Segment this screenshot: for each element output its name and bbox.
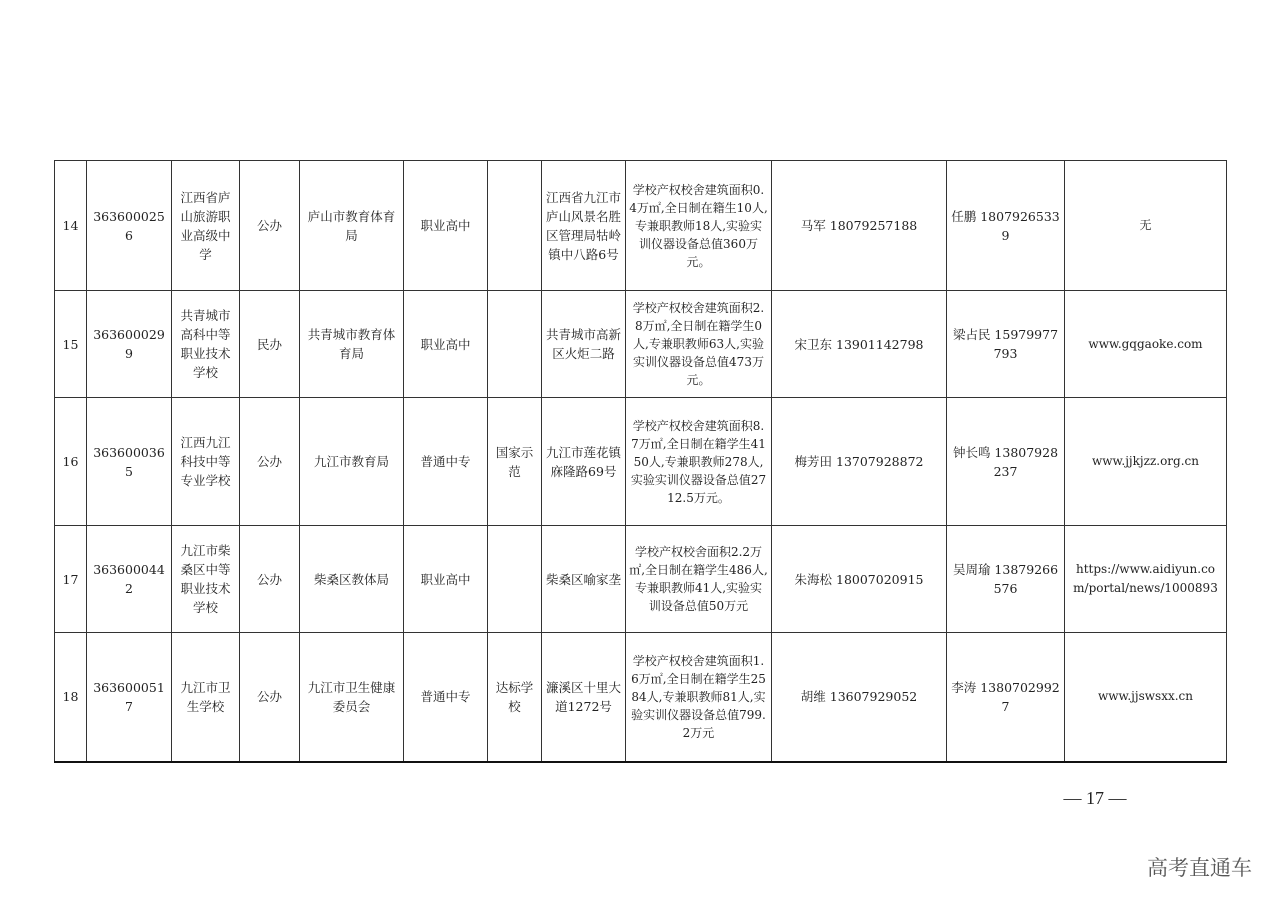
conditions-cell: 学校产权校舍建筑面积2.8万㎡,全日制在籍学生0人,专兼职教师63人,实验实训仪器设备总值473万元。	[626, 291, 772, 398]
school-name-cell: 九江市卫生学校	[172, 633, 240, 762]
contact-cell: 朱海松 18007020915	[772, 526, 947, 633]
school-code-cell: 3636000256	[87, 161, 172, 291]
authority-cell: 庐山市教育体育局	[300, 161, 404, 291]
school-code-cell: 3636000365	[87, 398, 172, 526]
row-number: 15	[55, 291, 87, 398]
authority-cell: 九江市教育局	[300, 398, 404, 526]
authority-cell: 共青城市教育体育局	[300, 291, 404, 398]
website-cell: www.gqgaoke.com	[1065, 291, 1227, 398]
school-type-cell: 公办	[240, 161, 300, 291]
honor-cell	[488, 161, 542, 291]
school-type-cell: 公办	[240, 398, 300, 526]
honor-cell: 国家示范	[488, 398, 542, 526]
page-number: — 17 —	[1063, 788, 1127, 808]
principal-cell: 李涛 13807029927	[947, 633, 1065, 762]
school-name-cell: 共青城市高科中等职业技术学校	[172, 291, 240, 398]
principal-cell: 任鹏 18079265339	[947, 161, 1065, 291]
conditions-cell: 学校产权校舍建筑面积8.7万㎡,全日制在籍学生4150人,专兼职教师278人,实验实训仪器设备总值2712.5万元。	[626, 398, 772, 526]
website-cell: https://www.aidiyun.com/portal/news/1000893	[1065, 526, 1227, 633]
authority-cell: 九江市卫生健康委员会	[300, 633, 404, 762]
principal-cell: 吴周瑜 13879266576	[947, 526, 1065, 633]
school-code-cell: 3636000517	[87, 633, 172, 762]
school-code-cell: 3636000299	[87, 291, 172, 398]
contact-cell: 梅芳田 13707928872	[772, 398, 947, 526]
school-type-cell: 公办	[240, 633, 300, 762]
school-level-cell: 职业高中	[404, 526, 488, 633]
principal-cell: 钟长鸣 13807928237	[947, 398, 1065, 526]
conditions-cell: 学校产权校舍建筑面积0.4万㎡,全日制在籍生10人,专兼职教师18人,实验实训仪器设备总值360万元。	[626, 161, 772, 291]
school-level-cell: 普通中专	[404, 398, 488, 526]
row-number: 18	[55, 633, 87, 762]
address-cell: 柴桑区喻家垄	[542, 526, 626, 633]
school-level-cell: 职业高中	[404, 291, 488, 398]
school-name-cell: 江西九江科技中等专业学校	[172, 398, 240, 526]
address-cell: 共青城市高新区火炬二路	[542, 291, 626, 398]
school-type-cell: 公办	[240, 526, 300, 633]
table-row	[55, 526, 1227, 633]
school-level-cell: 普通中专	[404, 633, 488, 762]
address-cell: 九江市莲花镇庥隆路69号	[542, 398, 626, 526]
table-row	[55, 161, 1227, 291]
authority-cell: 柴桑区教体局	[300, 526, 404, 633]
row-number: 14	[55, 161, 87, 291]
website-cell: 无	[1065, 161, 1227, 291]
website-cell: www.jjkjzz.org.cn	[1065, 398, 1227, 526]
table-row	[55, 633, 1227, 762]
school-name-cell: 九江市柴桑区中等职业技术学校	[172, 526, 240, 633]
school-level-cell: 职业高中	[404, 161, 488, 291]
row-number: 16	[55, 398, 87, 526]
row-number: 17	[55, 526, 87, 633]
honor-cell	[488, 291, 542, 398]
contact-cell: 胡维 13607929052	[772, 633, 947, 762]
table-row	[55, 291, 1227, 398]
conditions-cell: 学校产权校舍建筑面积1.6万㎡,全日制在籍学生2584人,专兼职教师81人,实验实训仪器设备总值799.2万元	[626, 633, 772, 762]
school-table	[54, 160, 1227, 763]
conditions-cell: 学校产权校舍面积2.2万㎡,全日制在籍学生486人,专兼职教师41人,实验实训设备总值50万元	[626, 526, 772, 633]
address-cell: 江西省九江市庐山风景名胜区管理局牯岭镇中八路6号	[542, 161, 626, 291]
school-type-cell: 民办	[240, 291, 300, 398]
honor-cell: 达标学校	[488, 633, 542, 762]
principal-cell: 梁占民 15979977793	[947, 291, 1065, 398]
contact-cell: 宋卫东 13901142798	[772, 291, 947, 398]
contact-cell: 马军 18079257188	[772, 161, 947, 291]
watermark: 高考直通车	[1147, 856, 1252, 880]
honor-cell	[488, 526, 542, 633]
table-row	[55, 398, 1227, 526]
school-code-cell: 3636000442	[87, 526, 172, 633]
website-cell: www.jjswsxx.cn	[1065, 633, 1227, 762]
address-cell: 濂溪区十里大道1272号	[542, 633, 626, 762]
school-name-cell: 江西省庐山旅游职业高级中学	[172, 161, 240, 291]
